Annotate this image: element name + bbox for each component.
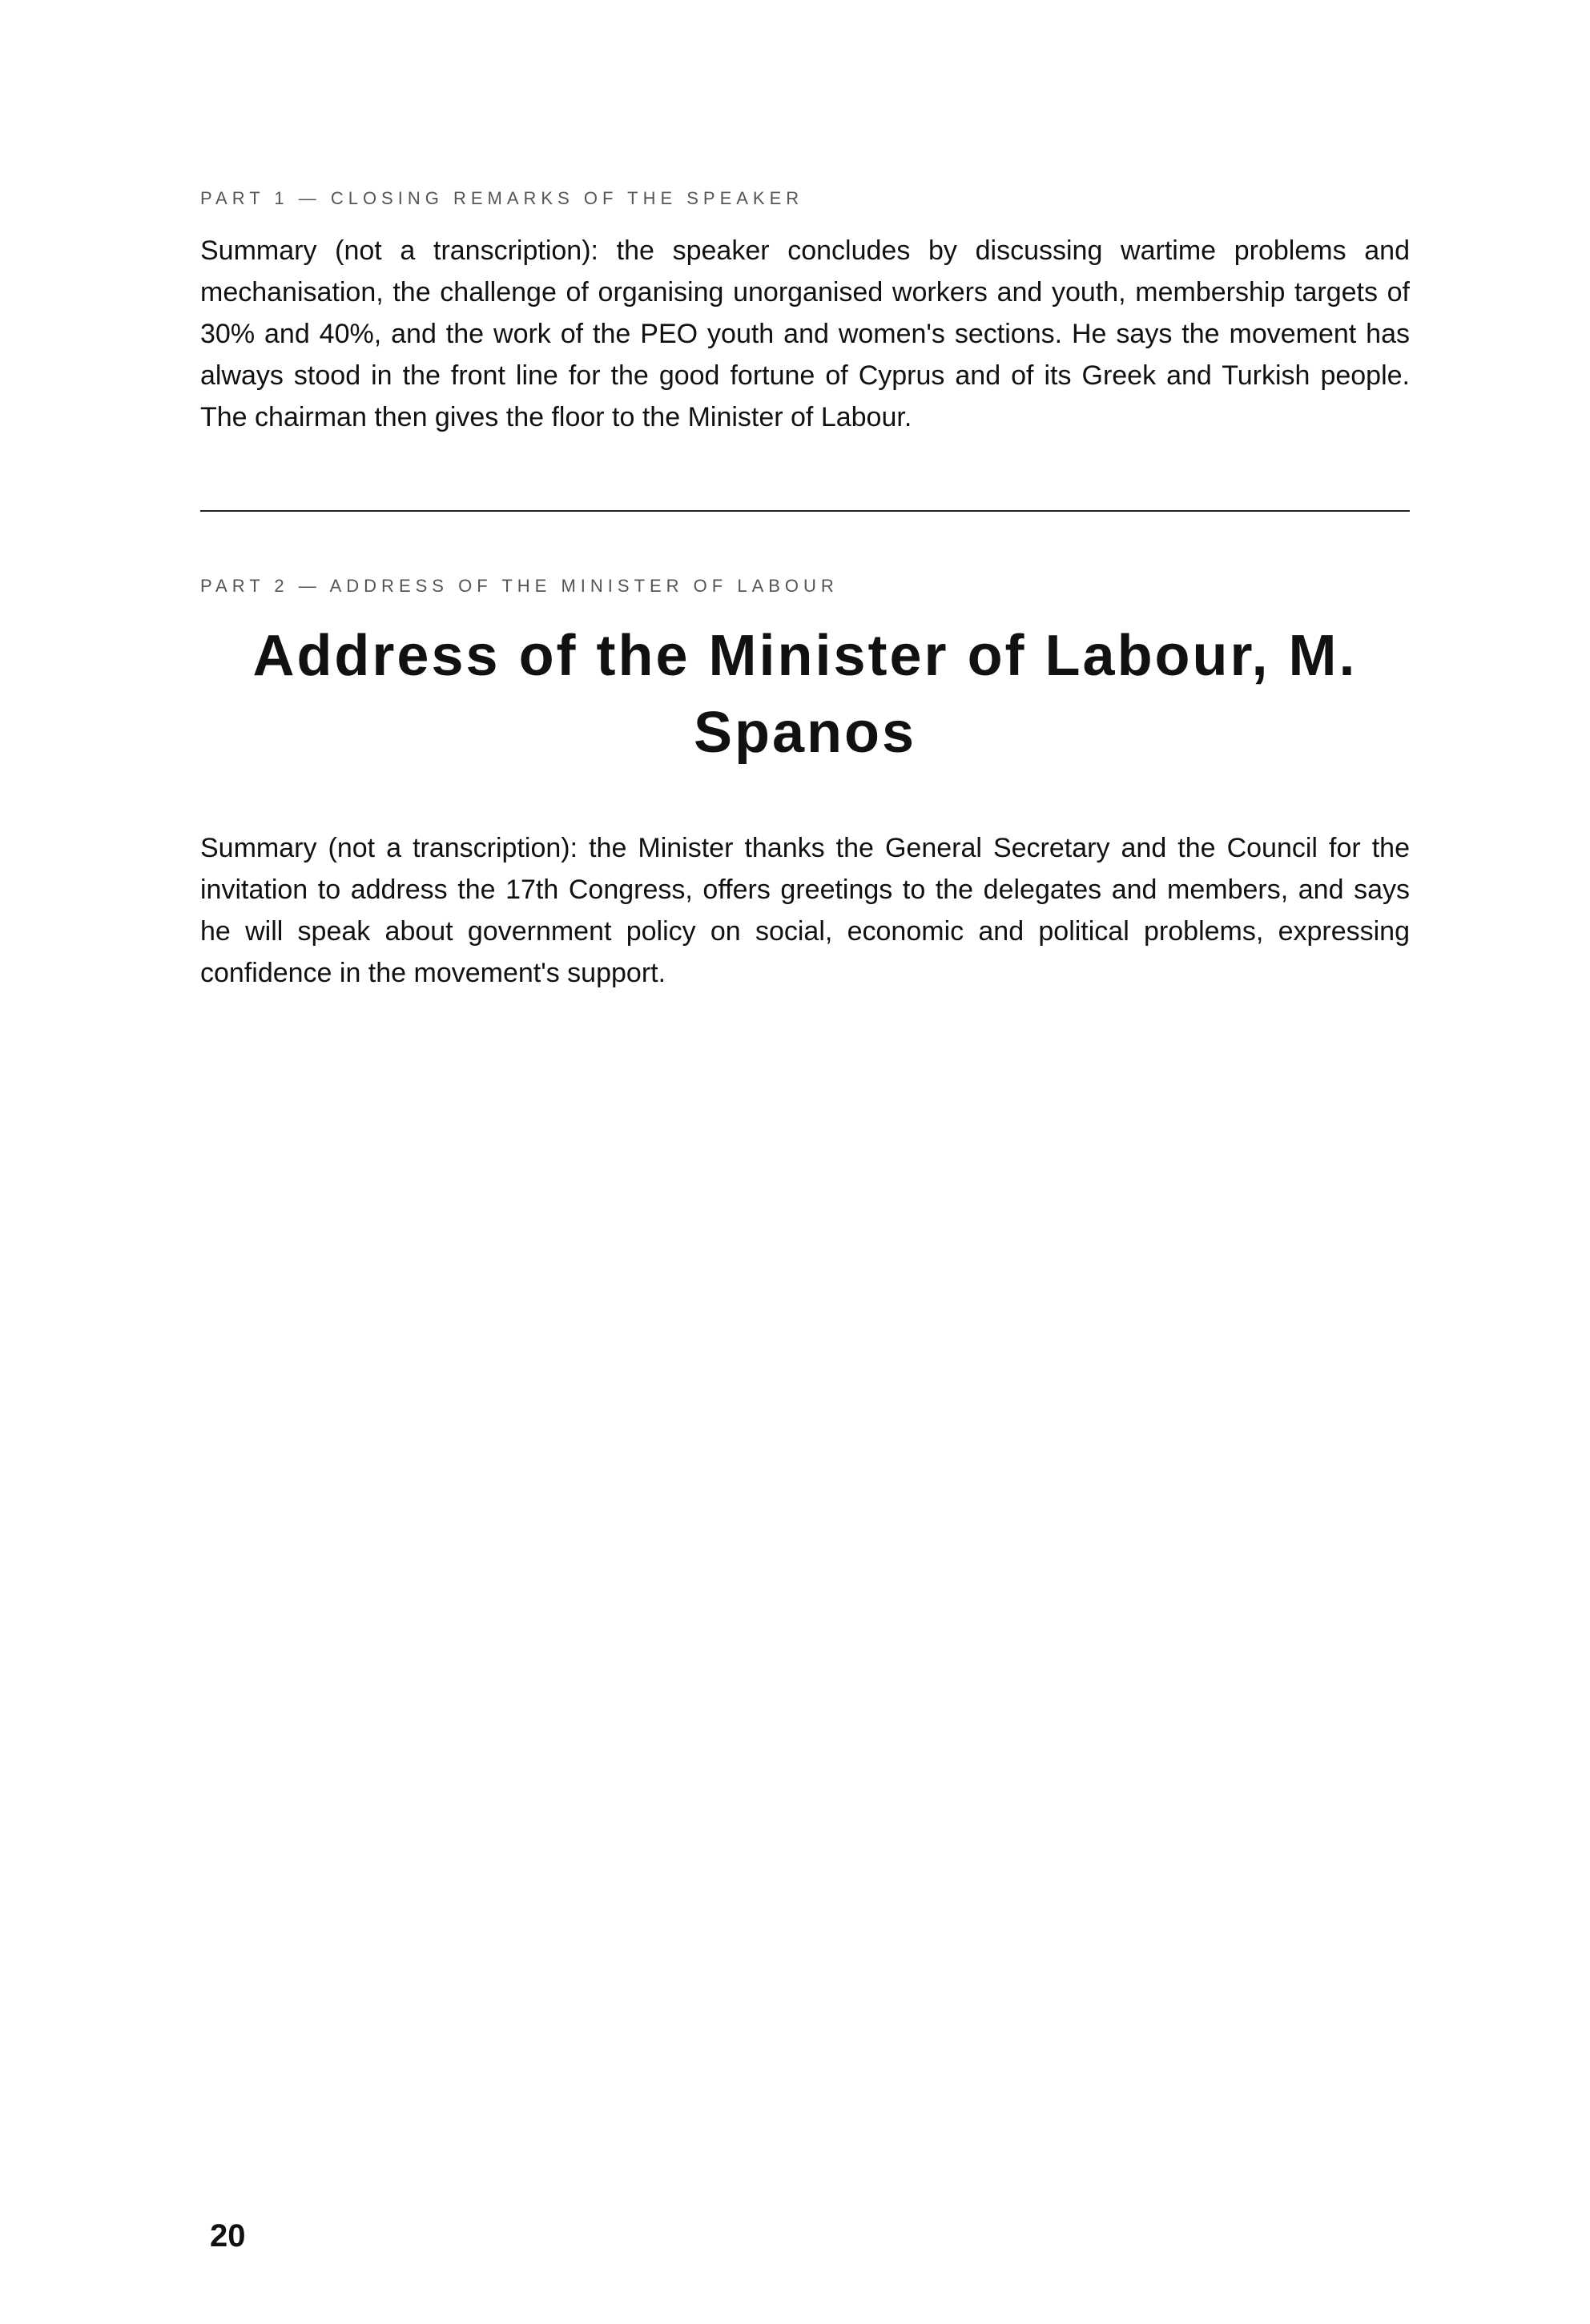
section-minister-address (200, 576, 1410, 994)
page-number: 20 (210, 2218, 246, 2254)
section-heading: Address of the Minister of Labour, M. Spanos (252, 624, 1358, 765)
section-label: PART 1 — CLOSING REMARKS OF THE SPEAKER (200, 188, 804, 208)
section-label: PART 2 — ADDRESS OF THE MINISTER OF LABOUR (200, 576, 839, 596)
section-divider (200, 510, 1410, 512)
document-page (200, 188, 1410, 2238)
section-summary: Summary (not a transcription): the Minister thanks the General Secretary and the Council for the invitation to address the 17th Congress, offers greetings to the delegates and members, and says he will speak about government policy on social, economic and political problems, expressing confidence in the movement's support. (200, 833, 1410, 988)
section-closing-remarks (200, 188, 1410, 438)
section-summary: Summary (not a transcription): the speaker concludes by discussing wartime problems and mechanisation, the challenge of organising unorganised workers and youth, membership targets of 30% and 40%, and the work of the PEO youth and women's sections. He says the movement has always stood in the front line for the good fortune of Cyprus and of its Greek and Turkish people. The chairman then gives the floor to the Minister of Labour. (200, 235, 1410, 432)
